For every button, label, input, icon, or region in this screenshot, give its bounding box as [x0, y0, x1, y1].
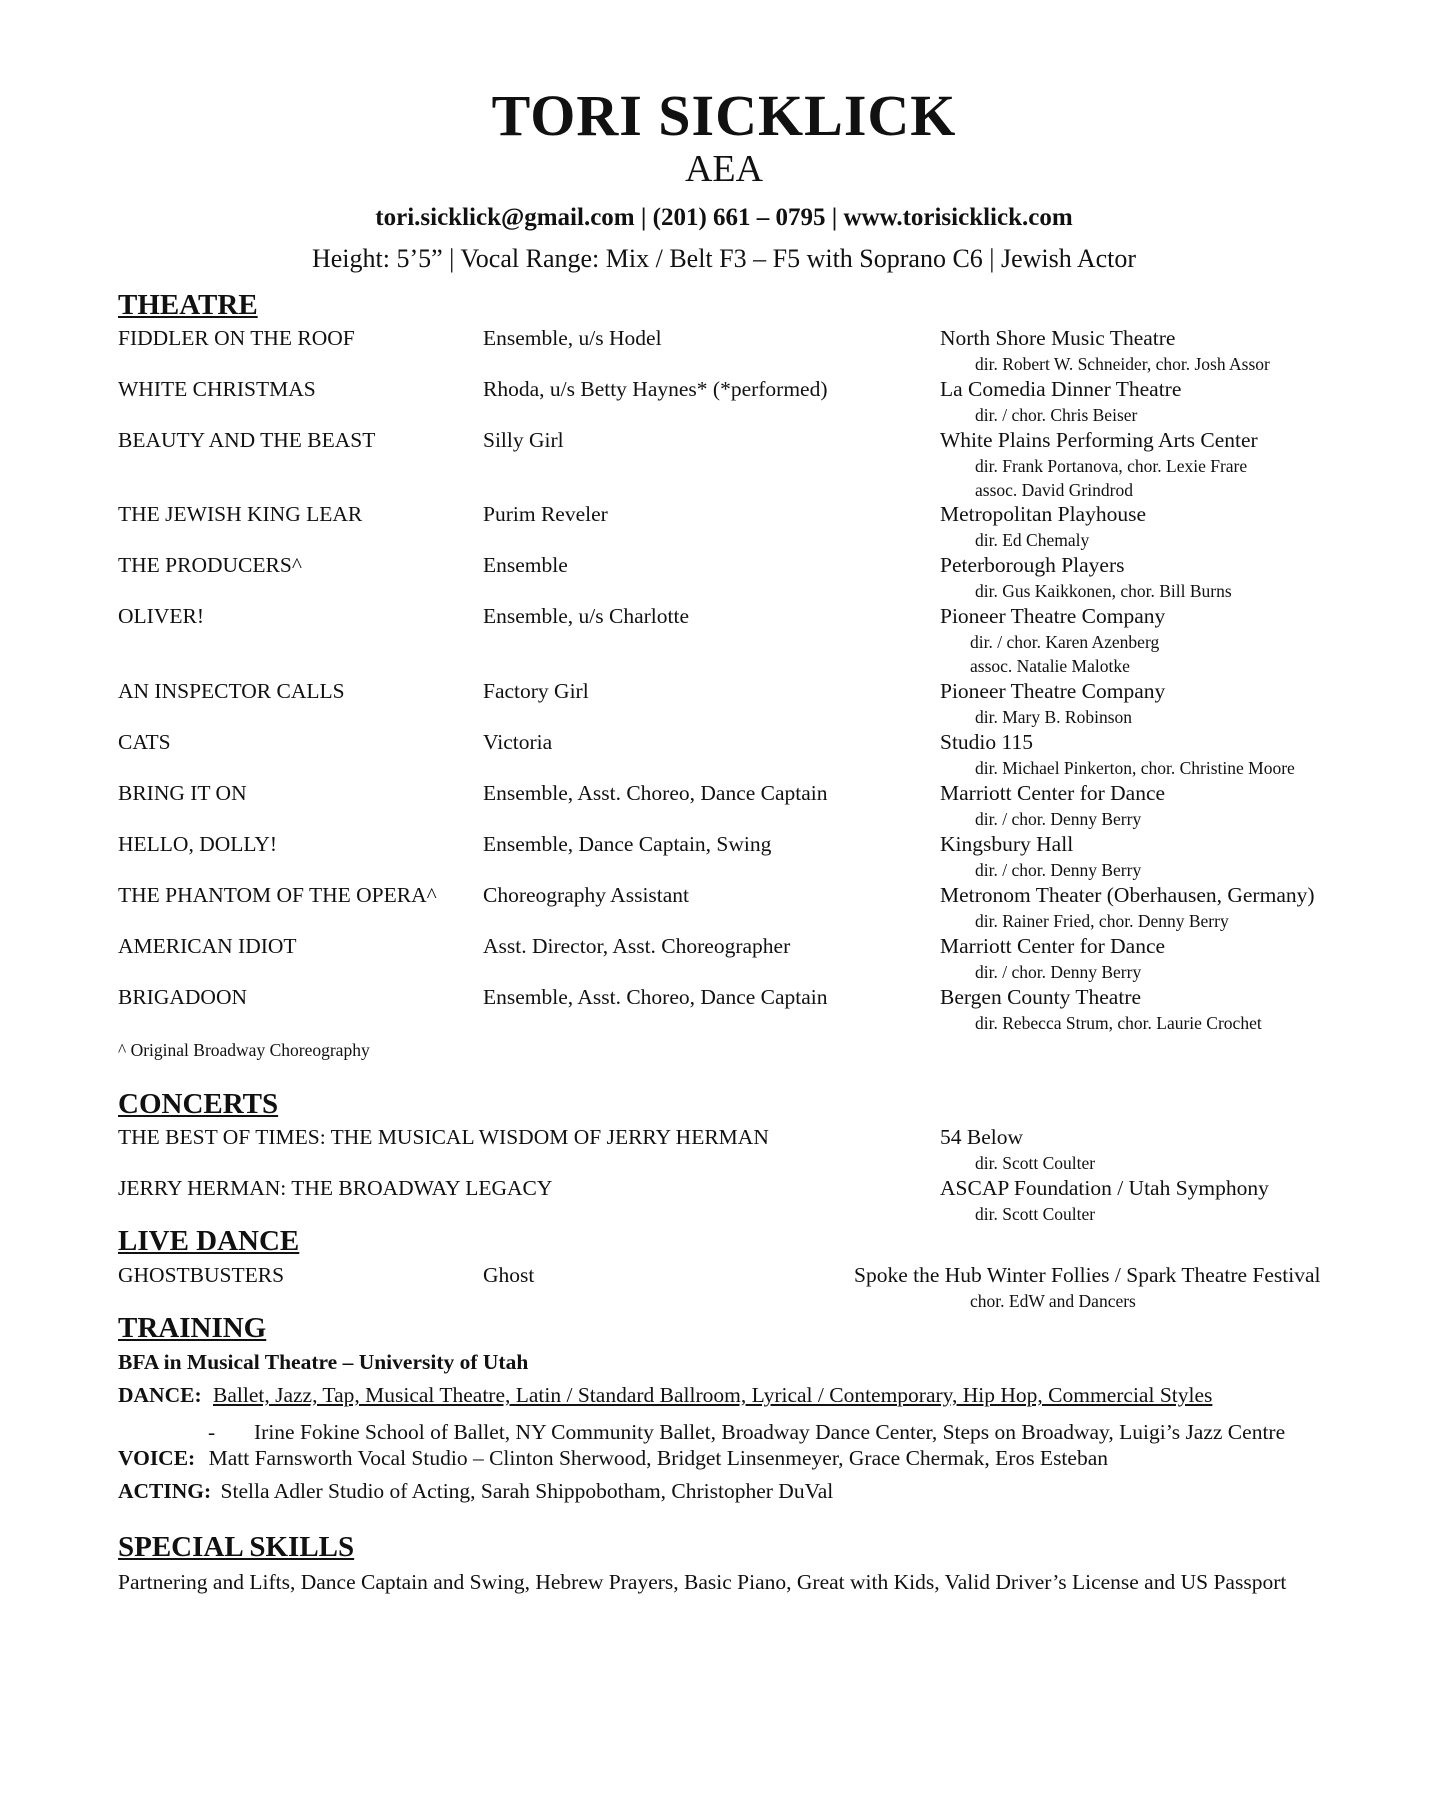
venue: Kingsbury Hall [940, 832, 1074, 856]
dance-training [118, 1383, 1212, 1409]
special-skills-heading: SPECIAL SKILLS [118, 1531, 355, 1563]
venue: ASCAP Foundation / Utah Symphony [940, 1176, 1269, 1200]
dance-styles: Ballet, Jazz, Tap, Musical Theatre, Latin / Standard Ballroom, Lyrical / Contemporary, Hip Hop, Commercial Styles [212, 1383, 1213, 1407]
credit-line: dir. Scott Coulter [975, 1204, 1096, 1224]
venue: Marriott Center for Dance [940, 781, 1166, 805]
role: Asst. Director, Asst. Choreographer [483, 934, 791, 958]
show-title: OLIVER! [118, 604, 204, 628]
stats-line: Height: 5’5” | Vocal Range: Mix / Belt F3 – F5 with Soprano C6 | Jewish Actor [311, 244, 1137, 273]
venue: Studio 115 [940, 730, 1033, 754]
show-title: THE PHANTOM OF THE OPERA^ [118, 883, 437, 907]
credit-line: chor. EdW and Dancers [970, 1291, 1136, 1311]
role: Ensemble, Asst. Choreo, Dance Captain [483, 985, 828, 1009]
credit-line: dir. Rebecca Strum, chor. Laurie Crochet [975, 1013, 1262, 1033]
role: Ensemble, Asst. Choreo, Dance Captain [483, 781, 828, 805]
actor-name: TORI SICKLICK [491, 83, 957, 148]
venue: Pioneer Theatre Company [940, 604, 1166, 628]
credit-line: dir. / chor. Karen Azenberg [970, 632, 1160, 652]
role: Ensemble, u/s Charlotte [483, 604, 690, 628]
credit-line: dir. Robert W. Schneider, chor. Josh Assor [975, 354, 1270, 374]
venue: Bergen County Theatre [940, 985, 1142, 1009]
venue: Marriott Center for Dance [940, 934, 1166, 958]
venue: Metronom Theater (Oberhausen, Germany) [940, 883, 1315, 907]
union-affiliation: AEA [684, 148, 764, 190]
acting-label: ACTING: [118, 1479, 212, 1503]
role: Ensemble, u/s Hodel [483, 326, 662, 350]
dance-schools: Irine Fokine School of Ballet, NY Community Ballet, Broadway Dance Center, Steps on Broadway, Luigi’s Jazz Centre [254, 1420, 1286, 1444]
credit-line: dir. Gus Kaikkonen, chor. Bill Burns [975, 581, 1232, 601]
venue: White Plains Performing Arts Center [940, 428, 1258, 452]
role: Choreography Assistant [483, 883, 690, 907]
show-title: BEAUTY AND THE BEAST [118, 428, 376, 452]
show-title: CATS [118, 730, 171, 754]
show-title: THE JEWISH KING LEAR [118, 502, 363, 526]
credit-line: dir. Rainer Fried, chor. Denny Berry [975, 911, 1229, 931]
role: Purim Reveler [483, 502, 608, 526]
role: Ghost [483, 1263, 535, 1287]
role: Ensemble [483, 553, 568, 577]
show-title: HELLO, DOLLY! [118, 832, 278, 856]
credit-line: dir. / chor. Denny Berry [975, 860, 1142, 880]
venue: Spoke the Hub Winter Follies / Spark Theatre Festival [854, 1263, 1321, 1287]
credit-line: dir. Mary B. Robinson [975, 707, 1133, 727]
credit-line: dir. Michael Pinkerton, chor. Christine Moore [975, 758, 1295, 778]
show-title: THE BEST OF TIMES: THE MUSICAL WISDOM OF JERRY HERMAN [118, 1125, 769, 1149]
dance-bullet: - [208, 1420, 216, 1444]
voice-training [118, 1446, 1108, 1472]
special-skills-text: Partnering and Lifts, Dance Captain and Swing, Hebrew Prayers, Basic Piano, Great with Kids, Valid Driver’s License and US Passport [118, 1570, 1287, 1594]
show-title: BRIGADOON [118, 985, 247, 1009]
role: Victoria [483, 730, 553, 754]
acting-training [118, 1479, 833, 1505]
show-title: JERRY HERMAN: THE BROADWAY LEGACY [118, 1176, 553, 1200]
credit-line: dir. Ed Chemaly [975, 530, 1090, 550]
dance-label: DANCE: [118, 1383, 202, 1407]
credit-line: assoc. David Grindrod [975, 480, 1133, 500]
footnote: ^ Original Broadway Choreography [118, 1040, 370, 1060]
show-title: AN INSPECTOR CALLS [118, 679, 345, 703]
venue: Pioneer Theatre Company [940, 679, 1166, 703]
voice-label: VOICE: [118, 1446, 196, 1470]
credit-line: assoc. Natalie Malotke [970, 656, 1130, 676]
credit-line: dir. / chor. Chris Beiser [975, 405, 1138, 425]
credit-line: dir. Scott Coulter [975, 1153, 1096, 1173]
contact-line: tori.sicklick@gmail.com | (201) 661 – 0795 | www.torisicklick.com [375, 204, 1073, 231]
acting-teachers: Stella Adler Studio of Acting, Sarah Shippobotham, Christopher DuVal [220, 1479, 834, 1503]
role: Factory Girl [483, 679, 589, 703]
venue: North Shore Music Theatre [940, 326, 1176, 350]
live-dance-heading: LIVE DANCE [118, 1225, 300, 1257]
show-title: THE PRODUCERS^ [118, 553, 302, 577]
venue: Peterborough Players [940, 553, 1125, 577]
show-title: BRING IT ON [118, 781, 247, 805]
venue: La Comedia Dinner Theatre [940, 377, 1182, 401]
voice-teachers: Matt Farnsworth Vocal Studio – Clinton Sherwood, Bridget Linsenmeyer, Grace Chermak, Eros Esteban [208, 1446, 1108, 1470]
role: Rhoda, u/s Betty Haynes* (*performed) [483, 377, 828, 401]
venue: Metropolitan Playhouse [940, 502, 1147, 526]
training-heading: TRAINING [118, 1312, 267, 1344]
role: Silly Girl [483, 428, 564, 452]
degree: BFA in Musical Theatre – University of Utah [118, 1350, 529, 1374]
role: Ensemble, Dance Captain, Swing [483, 832, 772, 856]
show-title: WHITE CHRISTMAS [118, 377, 316, 401]
credit-line: dir. / chor. Denny Berry [975, 809, 1142, 829]
theatre-heading: THEATRE [118, 289, 258, 321]
credit-line: dir. / chor. Denny Berry [975, 962, 1142, 982]
show-title: FIDDLER ON THE ROOF [118, 326, 355, 350]
credit-line: dir. Frank Portanova, chor. Lexie Frare [975, 456, 1248, 476]
show-title: AMERICAN IDIOT [118, 934, 297, 958]
venue: 54 Below [940, 1125, 1024, 1149]
concerts-heading: CONCERTS [118, 1088, 279, 1120]
show-title: GHOSTBUSTERS [118, 1263, 285, 1287]
